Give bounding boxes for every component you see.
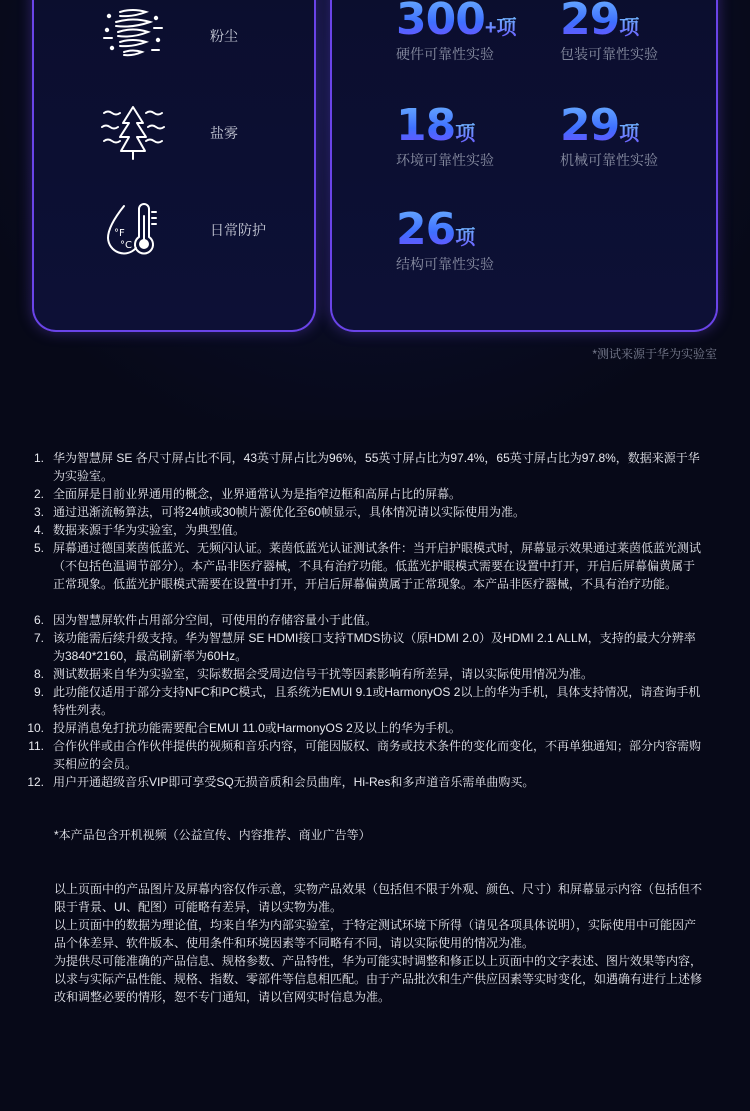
env-label-salt-spray: 盐雾 <box>210 125 238 141</box>
stat-environment-unit: 项 <box>455 123 476 145</box>
stat-structure-number: 26 <box>396 204 456 255</box>
env-label-dust: 粉尘 <box>210 28 238 44</box>
stat-mechanical <box>560 100 658 170</box>
stat-packaging-label: 包装可靠性实验 <box>560 46 658 62</box>
footnote-item: 7. 该功能需后续升级支持。华为智慧屏 SE HDMI接口支持TMDS协议（原HDMI 2.0）及HDMI 2.1 ALLM，支持的最大分辨率为3840*2160，最高刷新率为60Hz。 <box>33 631 696 663</box>
footnote-item: 12. 用户开通超级音乐VIP即可享受SQ无损音质和会员曲库，Hi-Res和多声道音乐需单曲购买。 <box>27 775 535 789</box>
env-item-daily-protection <box>34 196 318 266</box>
stat-hardware-unit: +项 <box>484 17 517 39</box>
footnote-item: 3. 通过迅渐流畅算法，可将24帧或30帧片源优化至60帧显示，具体情况请以实际使用为准。 <box>33 505 526 519</box>
stat-hardware <box>396 0 517 64</box>
stat-environment <box>396 100 494 170</box>
environment-card <box>32 0 316 332</box>
footnote-item: 11. 合作伙伴或由合作伙伴提供的视频和音乐内容，可能因版权、商务或技术条件的变化而变化，不再单独通知；部分内容需购买相应的会员。 <box>28 739 702 771</box>
disclaimer-paragraph: 以上页面中的数据为理论值，均来自华为内部实验室，于特定测试环境下所得（请见各项具体说明），实际使用中可能因产品个体差异、软件版本、使用条件和环境因素等不同略有不同，请以实际使用的情况为准。 <box>54 918 697 950</box>
footnote-item: 1. 华为智慧屏 SE 各尺寸屏占比不同，43英寸屏占比为96%，55英寸屏占比为97.4%，65英寸屏占比为97.8%，数据来源于华为实验室。 <box>33 451 700 483</box>
stat-packaging <box>560 0 658 64</box>
stat-mechanical-unit: 项 <box>619 123 640 145</box>
stat-environment-label: 环境可靠性实验 <box>396 152 494 168</box>
salt-spray-icon <box>100 99 166 165</box>
footnote-item: 2. 全面屏是目前业界通用的概念，业界通常认为是指窄边框和高屏占比的屏幕。 <box>33 487 462 501</box>
ad-note: *本产品包含开机视频（公益宣传、内容推荐、商业广告等） <box>54 828 371 842</box>
footnote-item: 6. 因为智慧屏软件占用部分空间，可使用的存储容量小于此值。 <box>33 613 378 627</box>
stat-packaging-unit: 项 <box>619 17 640 39</box>
disclaimer <box>54 826 706 1006</box>
spacer <box>26 593 706 611</box>
stat-mechanical-label: 机械可靠性实验 <box>560 152 658 168</box>
stat-mechanical-number: 29 <box>560 100 620 151</box>
svg-text:°C: °C <box>120 240 132 251</box>
stat-hardware-label: 硬件可靠性实验 <box>396 46 494 62</box>
reliability-card <box>330 0 718 332</box>
stat-packaging-number: 29 <box>560 0 619 45</box>
footnote-item: 4. 数据来源于华为实验室，为典型值。 <box>33 523 246 537</box>
stat-hardware-number: 300 <box>396 0 485 45</box>
footnote-item: 8. 测试数据来自华为实验室，实际数据会受周边信号干扰等因素影响有所差异，请以实际使用情况为准。 <box>33 667 594 681</box>
stat-structure <box>396 204 494 274</box>
source-note: *测试来源于华为实验室 <box>592 347 717 361</box>
footnote-item: 5. 屏幕通过德国莱茵低蓝光、无频闪认证。莱茵低蓝光认证测试条件：当开启护眼模式时，屏幕显示效果通过莱茵低蓝光测试（不包括色温调节部分）。本产品非医疗器械，不具有治疗功能。低蓝光护眼模式需要在设置中打开，开启后屏幕偏黄属于正常现象。低蓝光护眼模式需要在设置中打开，开启后屏幕偏黄属于正常现象。本产品非医疗器械，不具有治疗功能。 <box>33 541 702 591</box>
disclaimer-paragraph: 为提供尽可能准确的产品信息、规格参数、产品特性，华为可能实时调整和修正以上页面中的文字表述、图片效果等内容，以求与实际产品性能、规格、指数、零部件等信息相匹配。由于产品批次和生产供应因素等实时变化，如遇确有进行上述修改和调整必要的情形，恕不专门通知，请以官网实时信息为准。 <box>54 954 703 1004</box>
env-item-dust <box>34 2 318 72</box>
footnote-item: 10. 投屏消息免打扰功能需要配合EMUI 11.0或HarmonyOS 2及以上的华为手机。 <box>27 721 461 735</box>
env-label-daily-protection: 日常防护 <box>210 222 266 238</box>
thermometer-icon <box>100 196 166 262</box>
stat-structure-label: 结构可靠性实验 <box>396 256 494 272</box>
env-item-salt-spray <box>34 99 318 169</box>
footnotes-list <box>26 449 706 791</box>
stat-environment-number: 18 <box>396 100 456 151</box>
stat-structure-unit: 项 <box>455 227 476 249</box>
svg-text:°F: °F <box>114 228 125 239</box>
dust-icon <box>100 2 166 68</box>
disclaimer-paragraph: 以上页面中的产品图片及屏幕内容仅作示意，实物产品效果（包括但不限于外观、颜色、尺寸）和屏幕显示内容（包括但不限于背景、UI、配图）可能略有差异，请以实物为准。 <box>54 882 703 914</box>
spacer <box>54 844 706 880</box>
footnote-item: 9. 此功能仅适用于部分支持NFC和PC模式，且系统为EMUI 9.1或HarmonyOS 2以上的华为手机，具体支持情况，请查询手机特性列表。 <box>33 685 701 717</box>
